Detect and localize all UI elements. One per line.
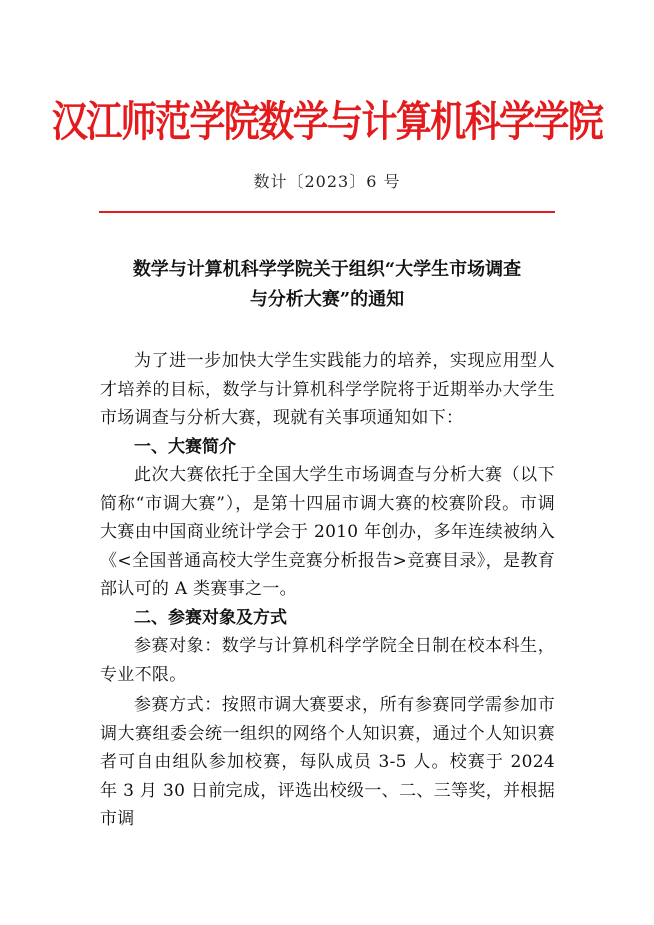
section-2-method-paragraph: 参赛方式：按照市调大赛要求，所有参赛同学需参加市调大赛组委会统一组织的网络个人知识赛，通过个人知识赛者可自由组队参加校赛，每队成员 3-5 人。校赛于 2024 年 3 月 30 日前完成，评选出校级一、二、三等奖，并根据市调 xyxy=(100,695,555,829)
section-2-heading: 二、参赛对象及方式 xyxy=(134,607,287,628)
section-1-heading: 一、大赛简介 xyxy=(134,436,236,457)
notice-title xyxy=(0,255,654,315)
section-2-target-paragraph: 参赛对象：数学与计算机科学学院全日制在校本科生，专业不限。 xyxy=(100,636,555,685)
notice-body xyxy=(100,347,555,834)
section-1-paragraph: 此次大赛依托于全国大学生市场调查与分析大赛（以下简称“市调大赛”），是第十四届市调大赛的校赛阶段。市调大赛由中国商业统计学会于 2010 年创办，多年连续被纳入《<全国普通高校大学生竞赛分析报告>竞赛目录》，是教育部认可的 A 类赛事之一。 xyxy=(100,465,555,599)
document-header: 汉江师范学院数学与计算机科学学院 xyxy=(51,97,603,146)
intro-paragraph: 为了进一步加快大学生实践能力的培养，实现应用型人才培养的目标，数学与计算机科学学院将于近期举办大学生市场调查与分析大赛，现就有关事项通知如下： xyxy=(100,351,555,428)
document-number: 数计〔2023〕6 号 xyxy=(253,172,401,191)
notice-title-line-2: 与分析大赛”的通知 xyxy=(249,289,405,310)
header-divider xyxy=(99,211,555,213)
notice-title-line-1: 数学与计算机科学学院关于组织“大学生市场调查 xyxy=(132,259,522,280)
